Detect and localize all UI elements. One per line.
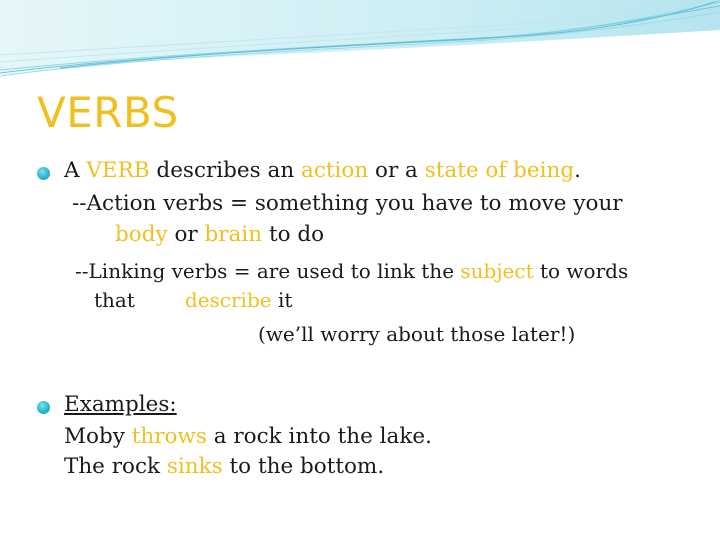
slide-title: VERBS bbox=[37, 88, 179, 137]
examples-heading: Examples: bbox=[64, 392, 177, 417]
text-span: The rock bbox=[64, 454, 167, 479]
text-span: to words bbox=[533, 259, 629, 283]
worry-later-note: (we’ll worry about those later!) bbox=[258, 322, 576, 346]
text-span: . bbox=[574, 158, 581, 183]
highlight-verb: VERB bbox=[86, 158, 150, 183]
linking-verbs-line bbox=[75, 259, 628, 283]
text-span: a rock into the lake. bbox=[206, 424, 432, 449]
action-verbs-line: --Action verbs = something you have to move your bbox=[72, 191, 623, 216]
highlight-action: action bbox=[301, 158, 369, 183]
text-span: or a bbox=[368, 158, 425, 183]
text-span: --Linking verbs = are used to link the bbox=[75, 259, 461, 283]
text-span: or bbox=[167, 222, 205, 247]
highlight-state-of-being: state of being bbox=[424, 158, 575, 183]
linking-verbs-line-continued bbox=[94, 288, 292, 312]
highlight-sinks: sinks bbox=[166, 454, 223, 479]
highlight-describe: describe bbox=[184, 288, 272, 312]
text-span: Moby bbox=[64, 424, 132, 449]
bullet-icon bbox=[37, 401, 50, 414]
highlight-body: body bbox=[115, 222, 168, 247]
bullet-icon bbox=[37, 167, 50, 180]
header-wave-decoration bbox=[0, 0, 720, 90]
example-rock bbox=[64, 454, 384, 479]
action-verbs-line-continued bbox=[115, 222, 324, 247]
highlight-subject: subject bbox=[460, 259, 534, 283]
text-span: describes an bbox=[149, 158, 301, 183]
example-moby bbox=[64, 424, 432, 449]
text-span: to do bbox=[262, 222, 325, 247]
text-span: A bbox=[64, 158, 87, 183]
highlight-throws: throws bbox=[131, 424, 207, 449]
text-span: to the bottom. bbox=[222, 454, 385, 479]
highlight-brain: brain bbox=[204, 222, 263, 247]
text-span: that bbox=[94, 288, 135, 312]
text-span: it bbox=[271, 288, 293, 312]
bullet-verb-definition bbox=[64, 158, 581, 183]
